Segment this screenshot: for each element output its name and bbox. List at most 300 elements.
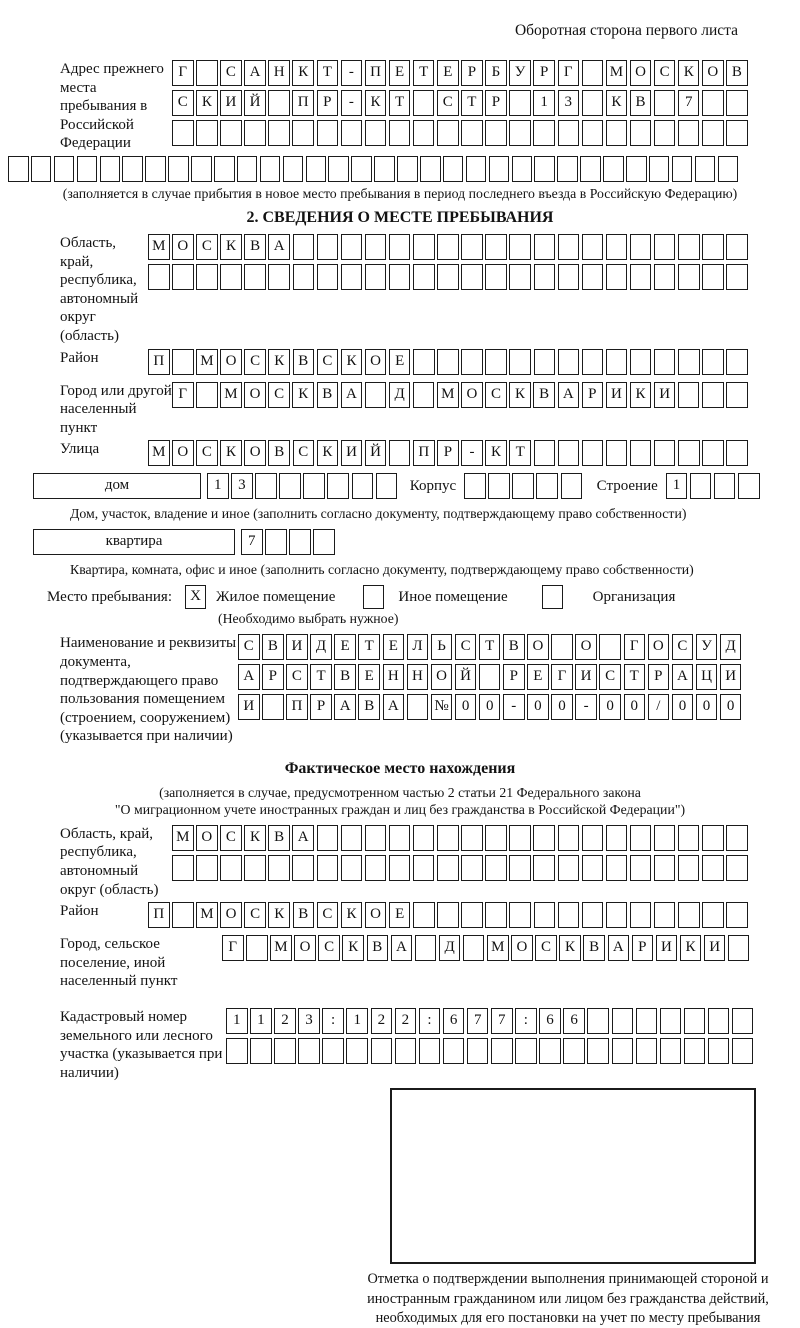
char-cell[interactable] <box>509 902 531 928</box>
char-cell[interactable] <box>726 382 748 408</box>
char-cell[interactable] <box>509 825 531 851</box>
char-cell[interactable] <box>196 264 218 290</box>
char-cell[interactable]: 0 <box>527 694 549 720</box>
char-cell[interactable] <box>293 234 315 260</box>
char-cell[interactable] <box>317 264 339 290</box>
char-cell[interactable] <box>437 825 459 851</box>
char-cell[interactable] <box>283 156 304 182</box>
char-cell[interactable]: С <box>196 234 218 260</box>
char-cell[interactable] <box>533 825 555 851</box>
char-cell[interactable]: - <box>341 60 363 86</box>
char-cell[interactable]: Д <box>439 935 461 961</box>
char-cell[interactable] <box>226 1038 248 1064</box>
char-cell[interactable]: В <box>630 90 652 116</box>
char-cell[interactable]: С <box>286 664 308 690</box>
char-cell[interactable]: К <box>292 60 314 86</box>
char-cell[interactable]: Г <box>172 60 194 86</box>
residential-checkbox[interactable]: X <box>185 585 206 609</box>
char-cell[interactable]: Р <box>317 90 339 116</box>
char-cell[interactable] <box>443 156 464 182</box>
char-cell[interactable] <box>654 234 676 260</box>
char-cell[interactable]: 3 <box>298 1008 320 1034</box>
char-cell[interactable]: О <box>172 234 194 260</box>
char-cell[interactable] <box>413 264 435 290</box>
char-cell[interactable] <box>512 156 533 182</box>
char-cell[interactable] <box>172 855 194 881</box>
char-cell[interactable] <box>8 156 29 182</box>
char-cell[interactable] <box>341 120 363 146</box>
char-cell[interactable]: В <box>334 664 356 690</box>
char-cell[interactable]: О <box>294 935 316 961</box>
char-cell[interactable] <box>582 440 604 466</box>
char-cell[interactable]: И <box>341 440 363 466</box>
char-cell[interactable]: К <box>678 60 700 86</box>
char-cell[interactable] <box>268 264 290 290</box>
char-cell[interactable] <box>365 825 387 851</box>
char-cell[interactable] <box>464 473 486 499</box>
char-cell[interactable]: С <box>654 60 676 86</box>
char-cell[interactable] <box>365 234 387 260</box>
char-cell[interactable]: 0 <box>696 694 718 720</box>
char-cell[interactable]: К <box>244 825 266 851</box>
char-cell[interactable]: С <box>268 382 290 408</box>
other-premises-checkbox[interactable] <box>363 585 384 609</box>
char-cell[interactable] <box>582 234 604 260</box>
char-cell[interactable]: В <box>583 935 605 961</box>
char-cell[interactable]: О <box>630 60 652 86</box>
char-cell[interactable] <box>558 902 580 928</box>
char-cell[interactable] <box>365 382 387 408</box>
char-cell[interactable]: К <box>680 935 702 961</box>
char-cell[interactable]: П <box>148 902 170 928</box>
char-cell[interactable] <box>491 1038 513 1064</box>
char-cell[interactable] <box>413 855 435 881</box>
char-cell[interactable] <box>626 156 647 182</box>
char-cell[interactable] <box>395 1038 417 1064</box>
char-cell[interactable] <box>654 440 676 466</box>
char-cell[interactable] <box>534 156 555 182</box>
char-cell[interactable] <box>654 855 676 881</box>
char-cell[interactable] <box>437 855 459 881</box>
char-cell[interactable] <box>563 1038 585 1064</box>
char-cell[interactable] <box>678 825 700 851</box>
char-cell[interactable]: О <box>575 634 597 660</box>
char-cell[interactable] <box>612 1038 634 1064</box>
char-cell[interactable] <box>292 120 314 146</box>
char-cell[interactable]: М <box>172 825 194 851</box>
char-cell[interactable] <box>374 156 395 182</box>
char-cell[interactable]: О <box>527 634 549 660</box>
char-cell[interactable]: Т <box>624 664 646 690</box>
char-cell[interactable]: О <box>196 825 218 851</box>
char-cell[interactable]: Т <box>413 60 435 86</box>
char-cell[interactable] <box>279 473 301 499</box>
char-cell[interactable] <box>489 156 510 182</box>
char-cell[interactable] <box>306 156 327 182</box>
char-cell[interactable] <box>533 120 555 146</box>
char-cell[interactable] <box>341 825 363 851</box>
char-cell[interactable] <box>244 120 266 146</box>
char-cell[interactable] <box>196 60 218 86</box>
char-cell[interactable] <box>726 120 748 146</box>
char-cell[interactable] <box>606 855 628 881</box>
char-cell[interactable] <box>684 1038 706 1064</box>
char-cell[interactable] <box>728 935 750 961</box>
char-cell[interactable] <box>31 156 52 182</box>
char-cell[interactable] <box>708 1008 730 1034</box>
char-cell[interactable] <box>172 349 194 375</box>
char-cell[interactable]: 1 <box>666 473 688 499</box>
char-cell[interactable]: Д <box>310 634 332 660</box>
char-cell[interactable] <box>582 902 604 928</box>
char-cell[interactable]: 7 <box>491 1008 513 1034</box>
char-cell[interactable]: В <box>503 634 525 660</box>
char-cell[interactable]: : <box>419 1008 441 1034</box>
char-cell[interactable]: О <box>702 60 724 86</box>
char-cell[interactable]: С <box>485 382 507 408</box>
char-cell[interactable] <box>322 1038 344 1064</box>
char-cell[interactable] <box>255 473 277 499</box>
char-cell[interactable] <box>732 1038 754 1064</box>
char-cell[interactable]: Д <box>389 382 411 408</box>
char-cell[interactable] <box>580 156 601 182</box>
char-cell[interactable]: 1 <box>226 1008 248 1034</box>
char-cell[interactable] <box>606 120 628 146</box>
char-cell[interactable]: В <box>293 349 315 375</box>
char-cell[interactable] <box>672 156 693 182</box>
char-cell[interactable] <box>415 935 437 961</box>
char-cell[interactable] <box>371 1038 393 1064</box>
char-cell[interactable]: И <box>656 935 678 961</box>
char-cell[interactable]: Е <box>383 634 405 660</box>
char-cell[interactable] <box>485 120 507 146</box>
char-cell[interactable]: Е <box>437 60 459 86</box>
char-cell[interactable] <box>461 902 483 928</box>
char-cell[interactable] <box>582 60 604 86</box>
char-cell[interactable] <box>172 902 194 928</box>
char-cell[interactable] <box>191 156 212 182</box>
char-cell[interactable] <box>293 264 315 290</box>
char-cell[interactable] <box>678 440 700 466</box>
char-cell[interactable] <box>606 349 628 375</box>
char-cell[interactable]: И <box>606 382 628 408</box>
char-cell[interactable]: А <box>608 935 630 961</box>
char-cell[interactable]: - <box>503 694 525 720</box>
char-cell[interactable]: К <box>268 902 290 928</box>
char-cell[interactable]: С <box>172 90 194 116</box>
char-cell[interactable] <box>317 855 339 881</box>
char-cell[interactable] <box>708 1038 730 1064</box>
char-cell[interactable] <box>365 264 387 290</box>
char-cell[interactable] <box>606 264 628 290</box>
char-cell[interactable] <box>220 120 242 146</box>
char-cell[interactable]: С <box>196 440 218 466</box>
char-cell[interactable]: Р <box>533 60 555 86</box>
char-cell[interactable]: П <box>148 349 170 375</box>
char-cell[interactable] <box>726 234 748 260</box>
char-cell[interactable] <box>606 440 628 466</box>
char-cell[interactable]: 1 <box>250 1008 272 1034</box>
char-cell[interactable]: Г <box>558 60 580 86</box>
char-cell[interactable] <box>196 855 218 881</box>
char-cell[interactable] <box>660 1008 682 1034</box>
char-cell[interactable] <box>654 120 676 146</box>
char-cell[interactable] <box>582 349 604 375</box>
char-cell[interactable] <box>214 156 235 182</box>
char-cell[interactable] <box>678 382 700 408</box>
char-cell[interactable] <box>702 120 724 146</box>
char-cell[interactable]: 6 <box>539 1008 561 1034</box>
char-cell[interactable] <box>630 264 652 290</box>
char-cell[interactable] <box>168 156 189 182</box>
char-cell[interactable] <box>558 264 580 290</box>
char-cell[interactable] <box>509 234 531 260</box>
char-cell[interactable]: А <box>292 825 314 851</box>
char-cell[interactable]: Е <box>389 349 411 375</box>
char-cell[interactable] <box>145 156 166 182</box>
house-type-box[interactable]: дом <box>33 473 201 499</box>
char-cell[interactable] <box>509 349 531 375</box>
char-cell[interactable]: Р <box>310 694 332 720</box>
char-cell[interactable]: 1 <box>346 1008 368 1034</box>
char-cell[interactable]: С <box>238 634 260 660</box>
char-cell[interactable]: - <box>461 440 483 466</box>
char-cell[interactable] <box>512 473 534 499</box>
char-cell[interactable]: 1 <box>533 90 555 116</box>
char-cell[interactable]: С <box>317 349 339 375</box>
char-cell[interactable] <box>485 234 507 260</box>
char-cell[interactable] <box>587 1008 609 1034</box>
char-cell[interactable]: Е <box>389 60 411 86</box>
char-cell[interactable]: М <box>220 382 242 408</box>
char-cell[interactable]: О <box>220 349 242 375</box>
char-cell[interactable] <box>606 234 628 260</box>
char-cell[interactable] <box>220 855 242 881</box>
char-cell[interactable]: 0 <box>479 694 501 720</box>
char-cell[interactable]: Ц <box>696 664 718 690</box>
char-cell[interactable] <box>678 234 700 260</box>
char-cell[interactable] <box>172 120 194 146</box>
char-cell[interactable] <box>702 855 724 881</box>
char-cell[interactable] <box>649 156 670 182</box>
char-cell[interactable] <box>533 855 555 881</box>
char-cell[interactable]: - <box>575 694 597 720</box>
char-cell[interactable] <box>726 825 748 851</box>
char-cell[interactable]: : <box>322 1008 344 1034</box>
char-cell[interactable]: Н <box>383 664 405 690</box>
char-cell[interactable] <box>485 349 507 375</box>
char-cell[interactable] <box>389 264 411 290</box>
char-cell[interactable] <box>413 825 435 851</box>
char-cell[interactable]: Т <box>509 440 531 466</box>
char-cell[interactable]: Ь <box>431 634 453 660</box>
char-cell[interactable]: Т <box>479 634 501 660</box>
char-cell[interactable] <box>413 902 435 928</box>
char-cell[interactable] <box>461 234 483 260</box>
char-cell[interactable]: С <box>318 935 340 961</box>
char-cell[interactable]: Г <box>172 382 194 408</box>
char-cell[interactable]: И <box>704 935 726 961</box>
organization-checkbox[interactable] <box>542 585 563 609</box>
char-cell[interactable]: К <box>341 349 363 375</box>
char-cell[interactable] <box>250 1038 272 1064</box>
char-cell[interactable]: А <box>383 694 405 720</box>
char-cell[interactable]: В <box>244 234 266 260</box>
char-cell[interactable] <box>196 382 218 408</box>
char-cell[interactable]: Т <box>317 60 339 86</box>
char-cell[interactable] <box>461 264 483 290</box>
char-cell[interactable]: К <box>485 440 507 466</box>
char-cell[interactable] <box>539 1038 561 1064</box>
char-cell[interactable] <box>341 234 363 260</box>
char-cell[interactable] <box>726 90 748 116</box>
char-cell[interactable] <box>509 120 531 146</box>
char-cell[interactable] <box>684 1008 706 1034</box>
char-cell[interactable]: Д <box>720 634 742 660</box>
char-cell[interactable]: П <box>292 90 314 116</box>
char-cell[interactable]: В <box>358 694 380 720</box>
char-cell[interactable] <box>413 382 435 408</box>
char-cell[interactable]: М <box>196 902 218 928</box>
char-cell[interactable]: Г <box>624 634 646 660</box>
char-cell[interactable] <box>262 694 284 720</box>
char-cell[interactable] <box>702 902 724 928</box>
char-cell[interactable] <box>413 120 435 146</box>
char-cell[interactable]: И <box>286 634 308 660</box>
char-cell[interactable] <box>702 825 724 851</box>
char-cell[interactable] <box>534 440 556 466</box>
char-cell[interactable] <box>630 440 652 466</box>
char-cell[interactable] <box>485 825 507 851</box>
char-cell[interactable] <box>534 264 556 290</box>
char-cell[interactable]: Р <box>461 60 483 86</box>
char-cell[interactable]: М <box>148 440 170 466</box>
char-cell[interactable]: А <box>244 60 266 86</box>
char-cell[interactable] <box>678 120 700 146</box>
char-cell[interactable] <box>413 349 435 375</box>
char-cell[interactable]: К <box>220 440 242 466</box>
char-cell[interactable] <box>726 902 748 928</box>
char-cell[interactable]: В <box>533 382 555 408</box>
char-cell[interactable]: С <box>293 440 315 466</box>
char-cell[interactable]: В <box>268 440 290 466</box>
char-cell[interactable] <box>443 1038 465 1064</box>
char-cell[interactable]: Н <box>268 60 290 86</box>
char-cell[interactable] <box>485 855 507 881</box>
char-cell[interactable]: Г <box>222 935 244 961</box>
apartment-type-box[interactable]: квартира <box>33 529 235 555</box>
char-cell[interactable] <box>437 349 459 375</box>
char-cell[interactable]: Е <box>389 902 411 928</box>
char-cell[interactable] <box>172 264 194 290</box>
char-cell[interactable] <box>718 156 739 182</box>
char-cell[interactable] <box>636 1008 658 1034</box>
char-cell[interactable]: П <box>286 694 308 720</box>
char-cell[interactable] <box>317 120 339 146</box>
char-cell[interactable]: С <box>437 90 459 116</box>
char-cell[interactable] <box>678 349 700 375</box>
char-cell[interactable] <box>389 855 411 881</box>
char-cell[interactable]: О <box>172 440 194 466</box>
char-cell[interactable]: И <box>220 90 242 116</box>
char-cell[interactable] <box>437 120 459 146</box>
char-cell[interactable]: С <box>535 935 557 961</box>
char-cell[interactable] <box>587 1038 609 1064</box>
char-cell[interactable] <box>461 855 483 881</box>
char-cell[interactable]: М <box>196 349 218 375</box>
char-cell[interactable] <box>461 349 483 375</box>
char-cell[interactable] <box>630 825 652 851</box>
char-cell[interactable]: - <box>341 90 363 116</box>
char-cell[interactable] <box>389 825 411 851</box>
char-cell[interactable] <box>317 234 339 260</box>
char-cell[interactable] <box>558 349 580 375</box>
char-cell[interactable] <box>612 1008 634 1034</box>
char-cell[interactable] <box>599 634 621 660</box>
char-cell[interactable]: У <box>696 634 718 660</box>
char-cell[interactable] <box>317 825 339 851</box>
char-cell[interactable]: М <box>437 382 459 408</box>
char-cell[interactable]: П <box>365 60 387 86</box>
char-cell[interactable]: Р <box>262 664 284 690</box>
char-cell[interactable] <box>714 473 736 499</box>
char-cell[interactable]: С <box>244 902 266 928</box>
char-cell[interactable]: К <box>559 935 581 961</box>
char-cell[interactable]: М <box>148 234 170 260</box>
char-cell[interactable] <box>654 264 676 290</box>
char-cell[interactable] <box>726 264 748 290</box>
char-cell[interactable]: И <box>654 382 676 408</box>
char-cell[interactable] <box>636 1038 658 1064</box>
char-cell[interactable] <box>298 1038 320 1064</box>
char-cell[interactable] <box>77 156 98 182</box>
char-cell[interactable]: 0 <box>599 694 621 720</box>
char-cell[interactable]: 3 <box>231 473 253 499</box>
char-cell[interactable]: О <box>431 664 453 690</box>
char-cell[interactable]: С <box>244 349 266 375</box>
char-cell[interactable]: Г <box>551 664 573 690</box>
char-cell[interactable]: К <box>606 90 628 116</box>
char-cell[interactable]: О <box>244 440 266 466</box>
char-cell[interactable]: Й <box>455 664 477 690</box>
char-cell[interactable] <box>695 156 716 182</box>
char-cell[interactable]: И <box>575 664 597 690</box>
char-cell[interactable]: А <box>391 935 413 961</box>
char-cell[interactable]: С <box>220 60 242 86</box>
char-cell[interactable] <box>558 825 580 851</box>
char-cell[interactable]: 2 <box>274 1008 296 1034</box>
char-cell[interactable]: Й <box>365 440 387 466</box>
char-cell[interactable]: В <box>317 382 339 408</box>
char-cell[interactable]: Е <box>358 664 380 690</box>
char-cell[interactable] <box>122 156 143 182</box>
char-cell[interactable]: : <box>515 1008 537 1034</box>
char-cell[interactable]: 7 <box>241 529 263 555</box>
char-cell[interactable] <box>420 156 441 182</box>
char-cell[interactable] <box>582 855 604 881</box>
char-cell[interactable]: Е <box>527 664 549 690</box>
char-cell[interactable] <box>690 473 712 499</box>
char-cell[interactable]: 2 <box>371 1008 393 1034</box>
char-cell[interactable] <box>437 902 459 928</box>
char-cell[interactable]: О <box>244 382 266 408</box>
char-cell[interactable] <box>260 156 281 182</box>
char-cell[interactable]: С <box>317 902 339 928</box>
char-cell[interactable] <box>479 664 501 690</box>
char-cell[interactable] <box>561 473 583 499</box>
char-cell[interactable] <box>582 264 604 290</box>
char-cell[interactable] <box>413 234 435 260</box>
